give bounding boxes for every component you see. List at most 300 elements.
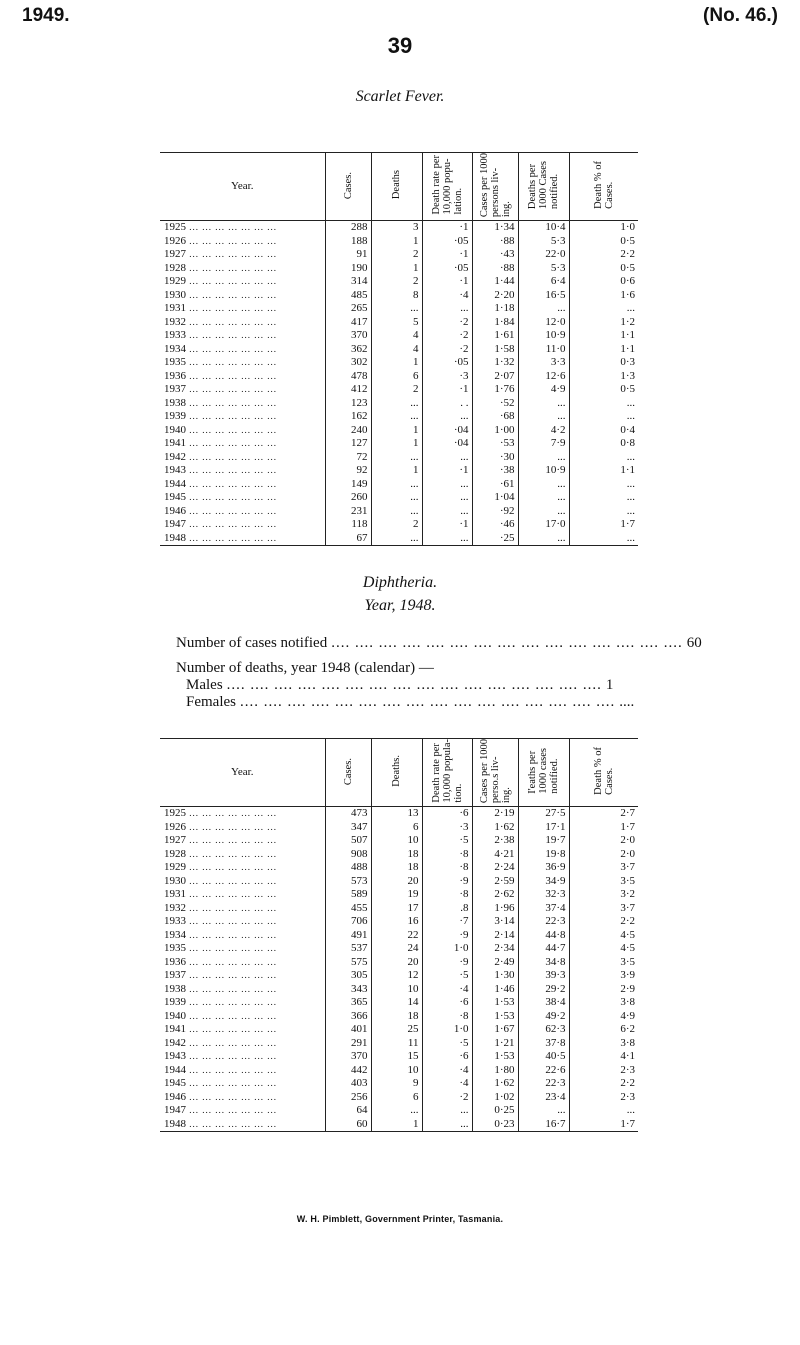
table-cell: ·4 <box>422 289 472 303</box>
table-cell: 12 <box>371 969 422 983</box>
year-label: 1937 <box>164 969 186 982</box>
table-cell: ... <box>422 505 472 519</box>
table-cell: 2·19 <box>472 807 518 821</box>
table-cell: 485 <box>325 289 371 303</box>
table-cell: 1·04 <box>472 491 518 505</box>
table-cell: 92 <box>325 464 371 478</box>
year-cell <box>160 329 325 343</box>
table-cell: 370 <box>325 329 371 343</box>
table-cell: 256 <box>325 1091 371 1105</box>
table-cell: 8 <box>371 289 422 303</box>
leader-dots: ... ... ... ... ... ... ... <box>186 262 277 273</box>
table-cell: 17·0 <box>518 518 569 532</box>
table-cell: 3·7 <box>620 901 635 914</box>
table-cell: 1·7 <box>569 1118 638 1132</box>
table-cell: ... <box>626 396 635 409</box>
table-cell: 22·0 <box>518 248 569 262</box>
leader-dots: ... ... ... ... ... ... ... <box>186 276 277 287</box>
table-cell: 14 <box>371 996 422 1010</box>
year-label: 1929 <box>164 275 186 288</box>
table-cell: 403 <box>325 1077 371 1091</box>
table-cell: 1·6 <box>620 288 635 301</box>
table-cell: 3·14 <box>472 915 518 929</box>
leader-dots: ... ... ... ... ... ... ... <box>186 519 277 530</box>
column-header-label: Death rate per 10,000 popu- lation. <box>430 155 464 215</box>
column-header <box>160 739 325 807</box>
leader-dots: ... ... ... ... ... ... ... <box>186 465 277 476</box>
column-header <box>325 153 371 221</box>
column-header-label: Deaths. <box>391 755 402 787</box>
table-cell: ... <box>422 451 472 465</box>
table-cell: 1·30 <box>472 969 518 983</box>
column-header <box>472 153 518 221</box>
year-cell <box>160 983 325 997</box>
males-line <box>186 677 614 694</box>
males-value: 1 <box>605 677 614 693</box>
year-cell <box>160 275 325 289</box>
year-label: 1927 <box>164 834 186 847</box>
year-label: 1942 <box>164 450 186 463</box>
leader-dots: ... ... ... ... ... ... ... <box>186 451 277 462</box>
year-cell <box>160 370 325 384</box>
table-cell: 23·4 <box>518 1091 569 1105</box>
females-line <box>186 694 635 711</box>
table-row <box>160 356 638 370</box>
table-cell: 2 <box>371 275 422 289</box>
year-label: 1925 <box>164 221 186 234</box>
column-header <box>371 739 422 807</box>
year-cell <box>160 1104 325 1118</box>
table-cell: 0·25 <box>472 1104 518 1118</box>
table-cell: 1·7 <box>620 820 635 833</box>
table-cell: 6 <box>371 370 422 384</box>
table-row <box>160 316 638 330</box>
table-cell: 3·8 <box>620 996 635 1009</box>
table-cell: 1·0 <box>620 221 635 234</box>
table-cell: 305 <box>325 969 371 983</box>
table-row <box>160 942 638 956</box>
table-cell: ·6 <box>422 1050 472 1064</box>
table-cell: 473 <box>325 807 371 821</box>
year-label: 1943 <box>164 1050 186 1063</box>
table-cell: 1·02 <box>472 1091 518 1105</box>
table-cell: 2·49 <box>472 956 518 970</box>
leader-dots: ... ... ... ... ... ... ... <box>186 343 277 354</box>
year-label: 1946 <box>164 504 186 517</box>
table-cell: 5 <box>371 316 422 330</box>
year-cell <box>160 532 325 546</box>
leader-dots: ... ... ... ... ... ... ... <box>186 902 277 913</box>
year-cell <box>160 807 325 821</box>
table-row <box>160 1023 638 1037</box>
table-cell: ... <box>518 491 569 505</box>
table-row <box>160 383 638 397</box>
table-cell: ·25 <box>472 532 518 546</box>
year-cell <box>160 1023 325 1037</box>
table-cell: 22·3 <box>518 915 569 929</box>
table-row <box>160 1037 638 1051</box>
table-cell: 2·20 <box>472 289 518 303</box>
page-number: 39 <box>387 33 413 58</box>
leader-dots: ... ... ... ... ... ... ... <box>186 875 277 886</box>
table-cell: 10 <box>371 834 422 848</box>
year-cell <box>160 1050 325 1064</box>
year-label: 1930 <box>164 874 186 887</box>
table-cell: ·2 <box>422 343 472 357</box>
year-label: 1925 <box>164 807 186 820</box>
table-cell: 3·2 <box>620 888 635 901</box>
leader-dots: ... ... ... ... ... ... ... <box>186 411 277 422</box>
year-cell <box>160 875 325 889</box>
cases-notified-line <box>176 635 702 652</box>
table-cell: 370 <box>325 1050 371 1064</box>
table-cell: 34·8 <box>518 956 569 970</box>
year-label: 1933 <box>164 329 186 342</box>
table-cell: ... <box>518 532 569 546</box>
table-cell: 1·34 <box>472 221 518 235</box>
table-row <box>160 1091 638 1105</box>
column-header <box>160 153 325 221</box>
table-row <box>160 861 638 875</box>
table-cell: 1·18 <box>472 302 518 316</box>
year-label: 1948 <box>164 531 186 544</box>
table-row <box>160 302 638 316</box>
table-cell: ... <box>371 491 422 505</box>
table-cell: ·3 <box>422 821 472 835</box>
table-cell: ... <box>371 302 422 316</box>
table-cell: 190 <box>325 262 371 276</box>
table-row <box>160 807 638 821</box>
table-cell: ... <box>626 450 635 463</box>
table-cell: 20 <box>371 956 422 970</box>
table-cell: 908 <box>325 848 371 862</box>
leader-dots: ... ... ... ... ... ... ... <box>186 956 277 967</box>
table-cell: ·6 <box>422 996 472 1010</box>
table-cell: ·53 <box>472 437 518 451</box>
table-row <box>160 329 638 343</box>
table-row <box>160 289 638 303</box>
table-cell: 401 <box>325 1023 371 1037</box>
year-label: 1933 <box>164 915 186 928</box>
year-cell <box>160 383 325 397</box>
table-cell: 12·0 <box>518 316 569 330</box>
column-header-label: Cases. <box>342 171 354 199</box>
table-cell: 11·0 <box>518 343 569 357</box>
year-cell <box>160 464 325 478</box>
table-cell: ·1 <box>422 248 472 262</box>
table-cell: ... <box>422 478 472 492</box>
table-cell: 0·4 <box>620 423 635 436</box>
table-cell: ·8 <box>422 848 472 862</box>
column-header <box>518 739 569 807</box>
table-cell: 2·2 <box>620 248 635 261</box>
table-cell: 6 <box>371 821 422 835</box>
table-cell: 0·6 <box>620 275 635 288</box>
table-cell: ... <box>422 491 472 505</box>
table-row <box>160 275 638 289</box>
table-cell: 455 <box>325 902 371 916</box>
table-cell: ... <box>371 532 422 546</box>
table-cell: 15 <box>371 1050 422 1064</box>
table-cell: ... <box>518 478 569 492</box>
table-cell: 16 <box>371 915 422 929</box>
table-row <box>160 1118 638 1132</box>
year-cell <box>160 1077 325 1091</box>
table-cell: ·8 <box>422 888 472 902</box>
table-cell: 123 <box>325 397 371 411</box>
table-row <box>160 915 638 929</box>
table-row <box>160 491 638 505</box>
leader-dots: ... ... ... ... ... ... ... <box>186 889 277 900</box>
year-label: 1945 <box>164 1077 186 1090</box>
leader-dots: ... ... ... ... ... ... ... <box>186 370 277 381</box>
table-cell: 16·7 <box>518 1118 569 1132</box>
year-cell <box>160 848 325 862</box>
year-label: 1942 <box>164 1036 186 1049</box>
table-cell: 4·9 <box>620 1009 635 1022</box>
table-row <box>160 1064 638 1078</box>
year-label: 1936 <box>164 369 186 382</box>
leader-dots: ... ... ... ... ... ... ... <box>186 424 277 435</box>
leader-dots: ... ... ... ... ... ... ... <box>186 249 277 260</box>
year-label: 1938 <box>164 396 186 409</box>
table-cell: ·3 <box>422 370 472 384</box>
table-cell: ·46 <box>472 518 518 532</box>
year-label: 1945 <box>164 491 186 504</box>
table-cell: 64 <box>325 1104 371 1118</box>
table-cell: ·68 <box>472 410 518 424</box>
column-header-label: I'eaths per 1000 cases notified. <box>527 748 560 794</box>
table-cell: 60 <box>325 1118 371 1132</box>
table-cell: 4 <box>371 343 422 357</box>
leader-dots: ... ... ... ... ... ... ... <box>186 970 277 981</box>
table-cell: 478 <box>325 370 371 384</box>
table-cell: ·05 <box>422 356 472 370</box>
table-cell: 1 <box>371 235 422 249</box>
table-cell: ·92 <box>472 505 518 519</box>
table-cell: 2·14 <box>472 929 518 943</box>
leader-dots: ... ... ... ... ... ... ... <box>186 1091 277 1102</box>
table-cell: 4·5 <box>620 928 635 941</box>
table-cell: ... <box>371 478 422 492</box>
year-label: 1940 <box>164 423 186 436</box>
leader-dots: .... .... .... .... .... .... .... .... .... .... .... .... .... .... .... .... <box>240 694 616 710</box>
leader-dots: ... ... ... ... ... ... ... <box>186 1118 277 1129</box>
table-row <box>160 875 638 889</box>
table-cell: 0·23 <box>472 1118 518 1132</box>
year-cell <box>160 834 325 848</box>
table-cell: ·1 <box>422 275 472 289</box>
leader-dots: ... ... ... ... ... ... ... <box>186 330 277 341</box>
table-cell: 1·46 <box>472 983 518 997</box>
table-cell: 67 <box>325 532 371 546</box>
table-cell: 1 <box>371 424 422 438</box>
table-cell: ... <box>422 532 472 546</box>
year-label: 1939 <box>164 996 186 1009</box>
year-label: 1926 <box>164 820 186 833</box>
table-cell: ... <box>626 1104 635 1117</box>
year-cell <box>160 262 325 276</box>
table-cell: 4 <box>371 329 422 343</box>
table-cell: 38·4 <box>518 996 569 1010</box>
table-cell: 19 <box>371 888 422 902</box>
table-cell: ·1 <box>422 518 472 532</box>
table-row <box>160 902 638 916</box>
table-cell: 6·2 <box>620 1023 635 1036</box>
table-row <box>160 956 638 970</box>
table-cell: 17 <box>371 902 422 916</box>
table-cell: ... <box>518 505 569 519</box>
table-cell: 3·5 <box>620 955 635 968</box>
females-value: .... <box>619 694 635 710</box>
table-cell: 362 <box>325 343 371 357</box>
leader-dots: ... ... ... ... ... ... ... <box>186 1105 277 1116</box>
column-header-label: Year. <box>231 766 254 779</box>
leader-dots: .... .... .... .... .... .... .... .... .... .... .... .... .... .... .... <box>331 635 683 651</box>
table-cell: 2·24 <box>472 861 518 875</box>
year-label: 1947 <box>164 1104 186 1117</box>
table-cell: 6·4 <box>518 275 569 289</box>
table-cell: 19·8 <box>518 848 569 862</box>
column-header-label: Cases per 1000 perso.s liv- ing. <box>478 739 512 804</box>
table-cell: 2·34 <box>472 942 518 956</box>
year-label: 1935 <box>164 942 186 955</box>
table-row <box>160 478 638 492</box>
table-row <box>160 464 638 478</box>
table-cell: 91 <box>325 248 371 262</box>
table-cell: 0·8 <box>620 437 635 450</box>
table-cell: 412 <box>325 383 371 397</box>
year-cell <box>160 996 325 1010</box>
table-cell: 0·3 <box>620 356 635 369</box>
table-cell: 1·7 <box>620 518 635 531</box>
year-cell <box>160 424 325 438</box>
table-cell: 1·67 <box>472 1023 518 1037</box>
table-cell: 1·53 <box>472 1050 518 1064</box>
leader-dots: ... ... ... ... ... ... ... <box>186 1024 277 1035</box>
table-cell: 5·3 <box>518 262 569 276</box>
table-row <box>160 888 638 902</box>
table-cell: 1·84 <box>472 316 518 330</box>
year-cell <box>160 437 325 451</box>
table-cell: 1·80 <box>472 1064 518 1078</box>
table-cell: 36·9 <box>518 861 569 875</box>
table-cell: 2·62 <box>472 888 518 902</box>
table-cell: ·5 <box>422 834 472 848</box>
table-row <box>160 983 638 997</box>
table-cell: 1 <box>371 437 422 451</box>
table-cell: 10·9 <box>518 464 569 478</box>
leader-dots: ... ... ... ... ... ... ... <box>186 997 277 1008</box>
table-cell: 1·21 <box>472 1037 518 1051</box>
year-cell <box>160 410 325 424</box>
table-cell: 2·3 <box>620 1090 635 1103</box>
year-cell <box>160 235 325 249</box>
table-row <box>160 424 638 438</box>
column-header-label: Cases. <box>342 757 354 785</box>
table-cell: ... <box>518 397 569 411</box>
table-cell: 2·0 <box>620 847 635 860</box>
year-cell <box>160 397 325 411</box>
table-cell: ... <box>518 302 569 316</box>
column-header <box>472 739 518 807</box>
year-label: 1938 <box>164 982 186 995</box>
table-cell: 2·38 <box>472 834 518 848</box>
table-cell: 417 <box>325 316 371 330</box>
table-cell: 17·1 <box>518 821 569 835</box>
males-label: Males <box>186 677 223 693</box>
cases-notified-value: 60 <box>686 635 702 651</box>
table-cell: 1·76 <box>472 383 518 397</box>
table-cell: 2·3 <box>620 1063 635 1076</box>
table-cell: ·4 <box>422 1077 472 1091</box>
table-cell: ... <box>371 451 422 465</box>
leader-dots: ... ... ... ... ... ... ... <box>186 848 277 859</box>
year-label: 1932 <box>164 901 186 914</box>
table-cell: 1·58 <box>472 343 518 357</box>
table-cell: 1·3 <box>620 369 635 382</box>
table-cell: 18 <box>371 848 422 862</box>
table-cell: 1·53 <box>472 1010 518 1024</box>
year-cell <box>160 221 325 235</box>
table-cell: ·7 <box>422 915 472 929</box>
leader-dots: ... ... ... ... ... ... ... <box>186 835 277 846</box>
year-cell <box>160 888 325 902</box>
table-cell: 302 <box>325 356 371 370</box>
year-label: 1936 <box>164 955 186 968</box>
table-cell: 5·3 <box>518 235 569 249</box>
table-cell: 4·5 <box>620 942 635 955</box>
table-cell: ·8 <box>422 861 472 875</box>
table-cell: 343 <box>325 983 371 997</box>
table-cell: ·61 <box>472 478 518 492</box>
table-cell: 1·62 <box>472 821 518 835</box>
leader-dots: ... ... ... ... ... ... ... <box>186 289 277 300</box>
table-cell: ... <box>518 410 569 424</box>
table-cell: 44·7 <box>518 942 569 956</box>
table-cell: ·05 <box>422 262 472 276</box>
table-cell: 3·5 <box>620 874 635 887</box>
table-cell: 34·9 <box>518 875 569 889</box>
printer-imprint: W. H. Pimblett, Government Printer, Tasmania. <box>296 1214 504 1224</box>
table-cell: ... <box>518 1104 569 1118</box>
year-label: 1941 <box>164 437 186 450</box>
year-cell <box>160 491 325 505</box>
leader-dots: ... ... ... ... ... ... ... <box>186 438 277 449</box>
table-cell: 2 <box>371 383 422 397</box>
year-cell <box>160 343 325 357</box>
year-cell <box>160 302 325 316</box>
table-cell: 2·0 <box>620 834 635 847</box>
table-cell: 19·7 <box>518 834 569 848</box>
deaths-heading: Number of deaths, year 1948 (calendar) — <box>176 660 434 676</box>
table-cell: 9 <box>371 1077 422 1091</box>
table-cell: 188 <box>325 235 371 249</box>
table-cell: .8 <box>422 902 472 916</box>
scarlet-fever-title: Scarlet Fever. <box>355 88 445 105</box>
leader-dots: ... ... ... ... ... ... ... <box>186 862 277 873</box>
table-cell: 162 <box>325 410 371 424</box>
table-cell: 3·9 <box>620 969 635 982</box>
year-cell <box>160 518 325 532</box>
table-row <box>160 221 638 235</box>
table-cell: 442 <box>325 1064 371 1078</box>
table-cell: 1 <box>371 262 422 276</box>
table-cell: 13 <box>371 807 422 821</box>
table-row <box>160 996 638 1010</box>
column-header-label: Year. <box>231 180 254 193</box>
table-cell: 18 <box>371 861 422 875</box>
